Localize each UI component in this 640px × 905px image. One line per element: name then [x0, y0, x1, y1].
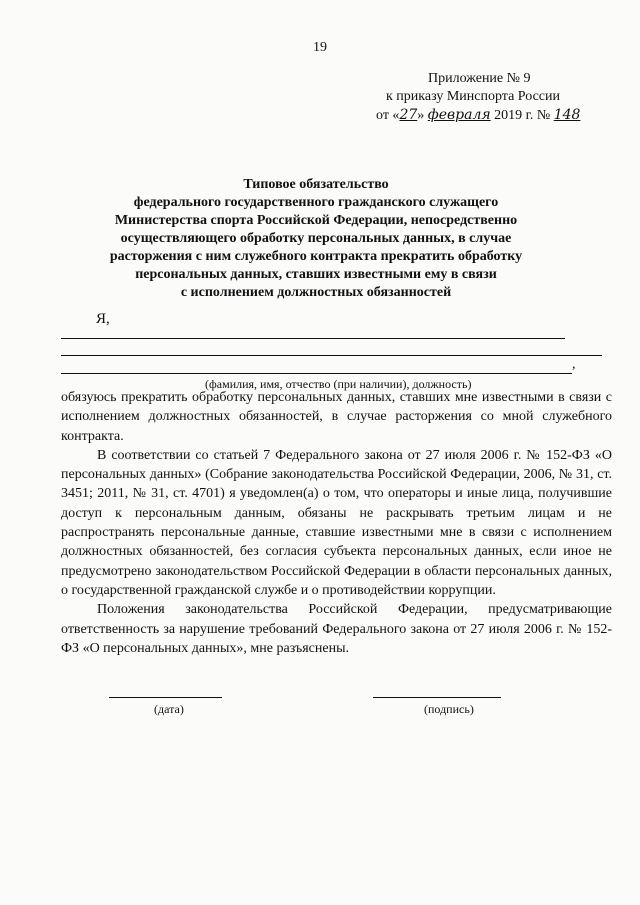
title-line: осуществляющего обработку персональных данных, в случае [120, 231, 512, 246]
fill-comma: , [572, 357, 576, 372]
signature-line [373, 697, 501, 698]
name-fill-line-3 [61, 373, 572, 374]
obligation-body [61, 388, 612, 658]
paragraph-3: Положения законодательства Российской Федерации, предусматривающие ответственность за нарушение требований Федерального закона от 27 июля 2006 г. № 152-ФЗ «О персональных данных», мне разъяснены. [61, 602, 612, 656]
title-line: Типовое обязательство [243, 177, 389, 192]
paragraph-1: обязуюсь прекратить обработку персональных данных, ставших мне известными в связи с исполнением должностных обязанностей, в случае расторжения со мной служебного контракта. [61, 390, 612, 444]
handwritten-month: февраля [427, 107, 491, 123]
date-mid: » [417, 108, 428, 123]
appendix-date-line [376, 106, 616, 125]
title-line: федерального государственного гражданского служащего [133, 195, 499, 210]
document-title [96, 176, 536, 302]
appendix-header [376, 70, 616, 125]
appendix-line1: Приложение № 9 [428, 71, 531, 86]
title-line: персональных данных, ставших известными ему в связи [135, 267, 497, 282]
name-fill-line-2 [61, 355, 602, 356]
title-line: Министерства спорта Российской Федерации, непосредственно [114, 213, 518, 228]
date-prefix: от « [376, 108, 400, 123]
ya-label: Я, [96, 311, 110, 327]
handwritten-order-number: 148 [553, 107, 581, 123]
title-line: с исполнением должностных обязанностей [180, 285, 452, 300]
signature-label: (подпись) [424, 702, 474, 716]
handwritten-day: 27 [399, 107, 418, 123]
date-label: (дата) [154, 702, 184, 716]
page-number: 19 [313, 40, 327, 55]
name-fill-line-1 [61, 338, 565, 339]
date-year: 2019 г. № [490, 108, 554, 123]
paragraph-2: В соответствии со статьей 7 Федерального закона от 27 июля 2006 г. № 152-ФЗ «О персональных данных» (Собрание законодательства Российской Федерации, 2006, № 31, ст. 3451; 2011, № 31, ст. 4701) я уведомлен(а) о том, что операторы и иные лица, получившие доступ к персональным данным, обязаны не раскрывать третьим лицам и не распространять персональные данные, ставшие известными мне в связи с исполнением должностных обязанностей, без согласия субъекта персональных данных, если иное не предусмотрено законодательством Российской Федерации в области персональных данных, о государственной гражданской службе и о противодействии коррупции. [61, 447, 612, 598]
title-line: расторжения с ним служебного контракта прекратить обработку [109, 249, 523, 264]
appendix-line2: к приказу Минспорта России [386, 89, 560, 104]
date-signature-line [109, 697, 222, 698]
fields-caption: (фамилия, имя, отчество (при наличии), должность) [205, 377, 472, 391]
